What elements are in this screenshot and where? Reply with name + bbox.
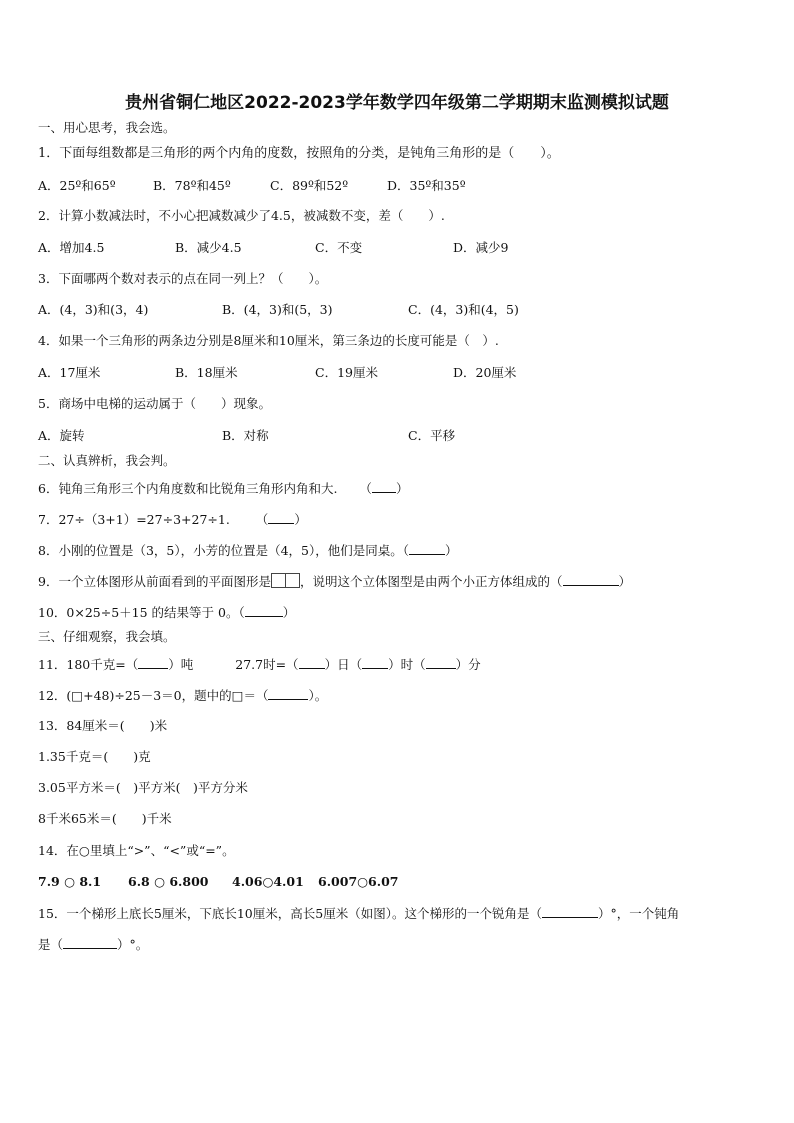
- q14-item-1: 7.9 ○ 8.1: [38, 874, 102, 889]
- q9-answer-blank[interactable]: [563, 573, 619, 586]
- q9-text-a: 9．一个立体图形从前面看到的平面图形是: [38, 574, 271, 589]
- q9-text-b: ，说明这个立体图型是由两个小正方体组成的: [299, 574, 550, 589]
- q4-option-b: B．18厘米: [175, 365, 238, 380]
- q1-option-d: D．35º和35º: [387, 178, 466, 193]
- question-8: [38, 542, 458, 559]
- section-3-heading: 三、仔细观察，我会填。: [38, 629, 176, 644]
- q4-option-c: C．19厘米: [315, 365, 378, 380]
- q7-text: 7．27÷（3+1）=27÷3+27÷1.: [38, 512, 230, 527]
- q3-option-a: A．(4，3)和(3，4): [38, 302, 149, 317]
- q2-option-a: A．增加4.5: [38, 240, 105, 255]
- q11-blank-3[interactable]: [362, 656, 388, 669]
- q15-part-d: ）°。: [117, 937, 149, 952]
- q6-paren-left: （: [359, 481, 372, 496]
- question-10: [38, 604, 295, 621]
- q2-option-c: C．不变: [315, 240, 363, 255]
- q15-blank-acute[interactable]: [542, 905, 598, 918]
- q8-paren-left: （: [402, 543, 410, 558]
- question-6: [38, 480, 408, 497]
- question-12: [38, 687, 327, 704]
- square-figure-icon: [285, 573, 300, 588]
- question-5: 5．商场中电梯的运动属于（ ）现象。: [38, 396, 271, 411]
- square-figure-icon: [271, 573, 286, 588]
- q6-text: 6．钝角三角形三个内角度数和比锐角三角形内角和大.: [38, 481, 338, 496]
- q15-blank-obtuse[interactable]: [63, 936, 117, 949]
- q3-option-b: B．(4，3)和(5，3): [222, 302, 333, 317]
- q12-part-b: ）。: [308, 688, 328, 703]
- q14-item-4: 6.007○6.07: [318, 874, 399, 889]
- q5-option-b: B．对称: [222, 428, 269, 443]
- q6-answer-blank[interactable]: [372, 480, 396, 493]
- question-13-line-2: 1.35千克＝( )克: [38, 749, 151, 764]
- q2-option-b: B．减少4.5: [175, 240, 242, 255]
- q11-blank-1[interactable]: [138, 656, 168, 669]
- q15-part-a: 15．一个梯形上底长5厘米，下底长10厘米，高长5厘米（如图）。这个梯形的一个锐角是（: [38, 906, 542, 921]
- q1-option-c: C．89º和52º: [270, 178, 349, 193]
- q3-option-c: C．(4，3)和(4，5): [408, 302, 519, 317]
- question-11: [38, 656, 481, 673]
- q11-part-a: 11．180千克=（: [38, 657, 139, 672]
- q11-part-c: 27.7时=（: [235, 657, 299, 672]
- question-14: 14．在○里填上“>”、“<”或“=”。: [38, 843, 235, 858]
- q12-answer-blank[interactable]: [268, 687, 308, 700]
- q15-part-b: ）°，一个钝角: [597, 906, 680, 921]
- q8-paren-right: ）: [445, 543, 458, 558]
- page-title: 贵州省铜仁地区2022-2023学年数学四年级第二学期期末监测模拟试题: [125, 93, 669, 113]
- q11-part-e: ）时（: [388, 657, 426, 672]
- question-13-line-1: 13．84厘米＝( )米: [38, 718, 168, 733]
- q7-paren-left: （: [255, 512, 269, 527]
- question-13-line-4: 8千米65米＝( )千米: [38, 811, 172, 826]
- section-2-heading: 二、认真辨析，我会判。: [38, 453, 176, 468]
- q10-paren-right: ）: [282, 605, 296, 620]
- q11-part-b: ）吨: [168, 657, 194, 672]
- q4-option-d: D．20厘米: [453, 365, 517, 380]
- question-7: [38, 511, 307, 528]
- section-1-heading: 一、用心思考，我会选。: [38, 120, 176, 135]
- question-9: [38, 573, 631, 590]
- q5-option-c: C．平移: [408, 428, 456, 443]
- q8-answer-blank[interactable]: [409, 542, 445, 555]
- q12-part-a: 12．(□+48)÷25－3＝0，题中的□＝（: [38, 688, 269, 703]
- q10-paren-left: （: [238, 605, 245, 620]
- q15-part-c: 是（: [38, 937, 64, 952]
- question-15-line-1: [38, 905, 679, 922]
- q9-paren-left: （: [549, 574, 563, 589]
- q2-option-d: D．减少9: [453, 240, 509, 255]
- q10-answer-blank[interactable]: [245, 604, 283, 617]
- question-15-line-2: [38, 936, 148, 953]
- question-1: 1．下面每组数都是三角形的两个内角的度数，按照角的分类，是钝角三角形的是（ ）。: [38, 146, 560, 161]
- q1-option-b: B．78º和45º: [153, 178, 231, 193]
- q11-part-d: ）日（: [324, 657, 363, 672]
- q7-paren-right: ）: [294, 512, 307, 527]
- q11-blank-2[interactable]: [299, 656, 325, 669]
- q10-text: 10．0×25÷5＋15 的结果等于 0。: [38, 605, 239, 620]
- q4-option-a: A．17厘米: [38, 365, 101, 380]
- q14-item-3: 4.06○4.01: [232, 874, 304, 889]
- question-2: 2．计算小数减法时，不小心把减数减少了4.5，被减数不变，差（ ）.: [38, 208, 445, 223]
- question-4: 4．如果一个三角形的两条边分别是8厘米和10厘米，第三条边的长度可能是（ ）.: [38, 333, 499, 348]
- q8-text: 8．小刚的位置是（3，5），小芳的位置是（4，5），他们是同桌。: [38, 543, 403, 558]
- q9-paren-right: ）: [618, 574, 632, 589]
- question-13-line-3: 3.05平方米＝( )平方米( )平方分米: [38, 780, 248, 795]
- q1-option-a: A．25º和65º: [38, 178, 116, 193]
- question-3: 3．下面哪两个数对表示的点在同一列上？（ ）。: [38, 271, 328, 286]
- q11-part-f: ）分: [455, 657, 481, 672]
- q14-item-2: 6.8 ○ 6.800: [128, 874, 209, 889]
- q7-answer-blank[interactable]: [268, 511, 294, 524]
- q6-paren-right: ）: [395, 481, 409, 496]
- q11-blank-4[interactable]: [426, 656, 456, 669]
- q5-option-a: A．旋转: [38, 428, 85, 443]
